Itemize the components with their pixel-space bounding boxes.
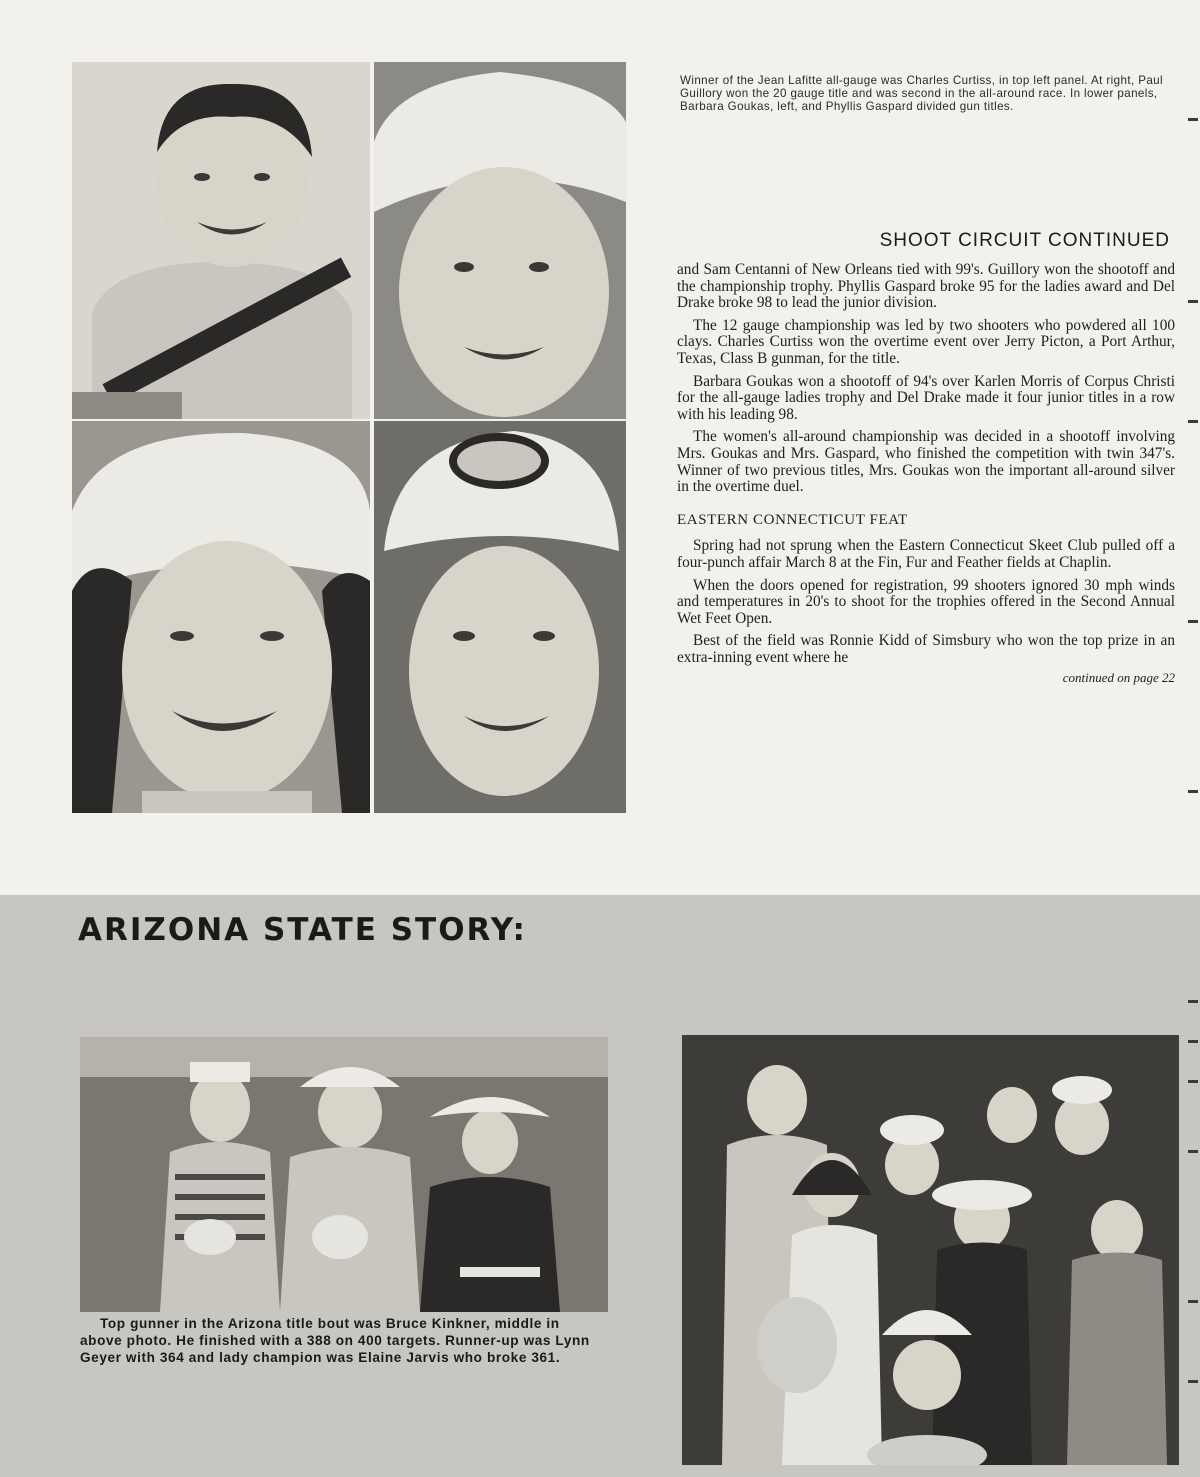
photo-arizona-group (682, 1035, 1179, 1465)
article-paragraph: The 12 gauge championship was led by two shooters who powdered all 100 clays. Charles Curtiss won the overtime event over Jerry Picton, a Port Arthur, Texas, Class B gunman, for the title. (677, 316, 1175, 367)
page-edge-mark (1188, 1300, 1198, 1303)
section-title: SHOOT CIRCUIT CONTINUED (879, 230, 1170, 251)
article-body (677, 262, 1175, 687)
page-edge-mark (1188, 620, 1198, 623)
photo-phyllis-gaspard (374, 421, 626, 813)
page-edge-mark (1188, 1080, 1198, 1083)
photo-caption-bottom: Top gunner in the Arizona title bout was Bruce Kinkner, middle in above photo. He finished with a 388 on 400 targets. Runner-up was Lynn Geyer with 364 and lady champion was Elaine Jarvis who broke 361. (80, 1316, 590, 1365)
page-edge-mark (1188, 790, 1198, 793)
page-edge-mark (1188, 300, 1198, 303)
continued-note: continued on page 22 (1062, 670, 1175, 686)
photo-paul-guillory (374, 62, 626, 419)
page-edge-mark (1188, 118, 1198, 121)
article-paragraph: The women's all-around championship was decided in a shootoff involving Mrs. Goukas and Mrs. Gaspard, who finished the competition with twin 347's. Winner of two previous titles, Mrs. Goukas won the important all-around silver in the overtime duel. (677, 428, 1175, 496)
photo-charles-curtiss (72, 62, 370, 419)
page-edge-mark (1188, 1040, 1198, 1043)
article-paragraph: Barbara Goukas won a shootoff of 94's over Karlen Morris of Corpus Christi for the all-gauge ladies trophy and Del Drake made it four junior titles in a row with his leading 98. (677, 372, 1175, 423)
photo-caption-top: Winner of the Jean Lafitte all-gauge was Charles Curtiss, in top left panel. At right, Paul Guillory won the 20 gauge title and was second in the all-around race. In lower panels, Barbara Goukas, left, and Phyllis Gaspard divided gun titles. (680, 74, 1163, 114)
story-title: ARIZONA STATE STORY: (78, 912, 527, 948)
photo-arizona-winners (80, 1037, 608, 1312)
article-paragraph: and Sam Centanni of New Orleans tied with 99's. Guillory won the shootoff and the championship trophy. Phyllis Gaspard broke 95 for the ladies award and Del Drake broke 98 to lead the junior division. (677, 261, 1175, 312)
article-paragraph: When the doors opened for registration, 99 shooters ignored 30 mph winds and temperatures in 20's to shoot for the trophies offered in the Second Annual Wet Feet Open. (677, 576, 1175, 627)
page-edge-mark (1188, 1380, 1198, 1383)
page-edge-mark (1188, 1150, 1198, 1153)
article-subhead: EASTERN CONNECTICUT FEAT (677, 511, 908, 528)
page-edge-mark (1188, 420, 1198, 423)
photo-barbara-goukas (72, 421, 370, 813)
page-edge-mark (1188, 1000, 1198, 1003)
article-paragraph: Best of the field was Ronnie Kidd of Simsbury who won the top prize in an extra-inning event where he (677, 632, 1175, 666)
article-paragraph: Spring had not sprung when the Eastern Connecticut Skeet Club pulled off a four-punch affair March 8 at the Fin, Fur and Feather fields at Chaplin. (677, 537, 1175, 571)
